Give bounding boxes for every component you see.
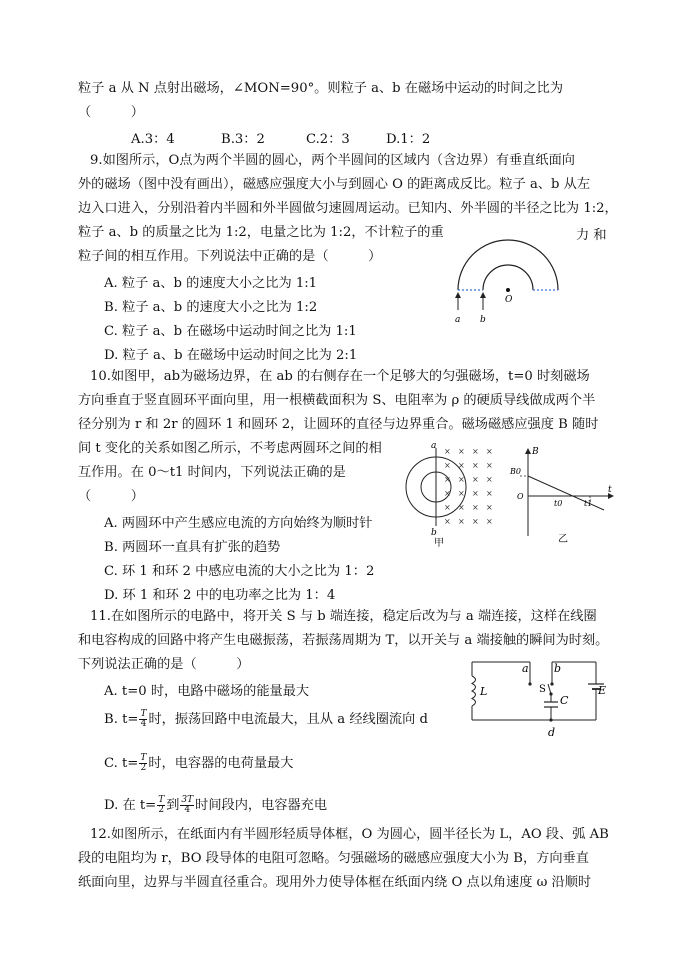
frac-num: T bbox=[158, 795, 165, 805]
label-L: L bbox=[480, 685, 488, 698]
q8-paren: （ ） bbox=[78, 105, 144, 120]
q12-line2: 段的电阻均为 r，BO 段导体的电阻可忽略。匀强磁场的磁感应强度大小为 B，方向垂直 bbox=[78, 851, 589, 866]
field-x-mark: × bbox=[444, 517, 451, 526]
fraction-3T-over-4 bbox=[180, 796, 194, 815]
field-x-mark: × bbox=[458, 447, 465, 456]
q10-line1: 10.如图甲，ab为磁场边界，在 ab 的右侧存在一个足够大的匀强磁场，t=0 时刻磁场 bbox=[90, 369, 590, 384]
fraction-T-over-2 bbox=[157, 796, 165, 815]
q9-line5: 粒子间的相互作用。下列说法中正确的是（ ） bbox=[78, 249, 382, 264]
q10-figure-yi bbox=[508, 444, 618, 548]
label-t0: t0 bbox=[554, 499, 563, 508]
label-a: a bbox=[431, 441, 437, 451]
q11-option-a: A. t=0 时，电路中磁场的能量最大 bbox=[104, 684, 310, 699]
arrow-a-head bbox=[455, 292, 461, 298]
field-x-mark: × bbox=[472, 503, 479, 512]
q11-option-c bbox=[104, 752, 293, 773]
q11-optC-post: 时，电容器的电荷量最大 bbox=[148, 756, 294, 771]
q9-line4b: 力 和 bbox=[576, 228, 607, 243]
field-x-mark: × bbox=[472, 447, 479, 456]
q8-line1: 粒子 a 从 N 点射出磁场，∠MON=90°。则粒子 a、b 在磁场中运动的时间之比为 bbox=[78, 81, 564, 96]
label-b: b bbox=[554, 662, 562, 675]
field-x-mark: × bbox=[472, 475, 479, 484]
field-x-mark: × bbox=[486, 503, 493, 512]
field-x-mark: × bbox=[458, 461, 465, 470]
field-x-mark: × bbox=[472, 461, 479, 470]
field-x-mark: × bbox=[458, 475, 465, 484]
q9-semicircle-figure bbox=[450, 238, 566, 326]
q11-optD-pre: D. 在 t= bbox=[104, 798, 157, 813]
label-d: d bbox=[548, 726, 556, 739]
label-S: S bbox=[539, 684, 546, 695]
frac-num: T bbox=[140, 709, 147, 719]
q10-paren: （ ） bbox=[78, 489, 144, 504]
q9-option-a: A. 粒子 a、b 的速度大小之比为 1:1 bbox=[104, 276, 318, 291]
label-B0: B0 bbox=[510, 467, 521, 476]
field-x-mark: × bbox=[486, 461, 493, 470]
label-a: a bbox=[522, 662, 529, 675]
q11-option-b bbox=[104, 708, 428, 729]
field-x-mark: × bbox=[472, 517, 479, 526]
field-x-mark: × bbox=[444, 503, 451, 512]
q11-line3: 下列说法正确的是（ ） bbox=[78, 657, 250, 672]
q10-option-c: C. 环 1 和环 2 中感应电流的大小之比为 1：2 bbox=[104, 564, 375, 579]
q11-optC-pre: C. t= bbox=[104, 756, 139, 771]
inner-semicircle bbox=[483, 265, 533, 290]
q10-line2: 方向垂直于竖直圆环平面向里，用一根横截面积为 S、电阻率为 ρ 的硬质导线做成两个半 bbox=[78, 393, 596, 408]
field-x-mark: × bbox=[444, 475, 451, 484]
label-a: a bbox=[455, 315, 461, 325]
center-point bbox=[506, 288, 510, 292]
field-x-mark: × bbox=[486, 475, 493, 484]
q10-line3: 径分别为 r 和 2r 的圆环 1 和圆环 2，让圆环的直径与边界重合。磁场磁感应强度 B 随时 bbox=[78, 417, 599, 432]
inductor-coil bbox=[472, 676, 476, 706]
frac-den: 4 bbox=[184, 805, 191, 815]
q9-line3: 边入口进入，分别沿着内半圆和外半圆做匀速圆周运动。已知内、外半圆的半径之比为 1:2， bbox=[78, 201, 618, 216]
q11-lc-circuit bbox=[460, 654, 610, 740]
b-t-line bbox=[528, 476, 604, 510]
field-x-mark: × bbox=[458, 503, 465, 512]
field-x-mark: × bbox=[444, 447, 451, 456]
label-b: b bbox=[431, 528, 437, 538]
label-jia: 甲 bbox=[434, 538, 444, 548]
label-E: E bbox=[598, 684, 607, 697]
q10-option-b: B. 两圆环一直具有扩张的趋势 bbox=[104, 540, 281, 555]
label-b: b bbox=[480, 315, 486, 325]
q11-line2: 和电容构成的回路中将产生电磁振荡，若振荡周期为 T，以开关与 a 端接触的瞬间为时刻。 bbox=[78, 633, 609, 648]
q12-line3: 纸面向里，边界与半圆直径重合。现用外力使导体框在纸面内绕 O 点以角速度 ω 沿顺时 bbox=[78, 875, 592, 890]
label-t1: t1 bbox=[584, 499, 593, 508]
frac-den: 2 bbox=[158, 805, 165, 815]
q11-option-d bbox=[104, 794, 327, 815]
q11-optB-post: 时，振荡回路中电流最大，且从 a 经线圈流向 d bbox=[148, 712, 428, 727]
q9-line2: 外的磁场（图中没有画出），磁感应强度大小与到圆心 O 的距离成反比。粒子 a、b 从左 bbox=[78, 177, 591, 192]
field-x-mark: × bbox=[472, 489, 479, 498]
field-x-mark: × bbox=[486, 447, 493, 456]
field-x-mark: × bbox=[458, 489, 465, 498]
q8-option-b: B.3：2 bbox=[221, 132, 265, 147]
label-t: t bbox=[608, 485, 612, 495]
q10-option-a: A. 两圆环中产生感应电流的方向始终为顺时针 bbox=[104, 516, 373, 531]
field-x-mark: × bbox=[444, 489, 451, 498]
q9-option-d: D. 粒子 a、b 在磁场中运动时间之比为 2:1 bbox=[104, 348, 358, 363]
q11-optD-post: 时间段内，电容器充电 bbox=[195, 798, 328, 813]
label-O: O bbox=[517, 492, 524, 501]
q9-option-c: C. 粒子 a、b 在磁场中运动时间之比为 1:1 bbox=[104, 324, 357, 339]
frac-num: 3T bbox=[181, 795, 194, 805]
q8-option-a: A.3：4 bbox=[131, 132, 175, 147]
field-x-mark: × bbox=[444, 461, 451, 470]
frac-den: 2 bbox=[140, 763, 147, 773]
q9-line1: 9.如图所示，O点为两个半圆的圆心，两个半圆间的区域内（含边界）有垂直纸面向 bbox=[90, 153, 575, 168]
fraction-T-over-4 bbox=[139, 710, 147, 729]
q10-option-d: D. 环 1 和环 2 中的电功率之比为 1：4 bbox=[104, 588, 336, 603]
q12-line1: 12.如图所示，在纸面内有半圆形轻质导体框，O 为圆心，圆半径长为 L，AO 段、弧 AB bbox=[90, 827, 609, 842]
label-o: O bbox=[505, 295, 513, 305]
field-x-mark: × bbox=[486, 489, 493, 498]
q9-line4a: 粒子 a、b 的质量之比为 1:2，电量之比为 1:2，不计粒子的重 bbox=[78, 225, 444, 240]
q8-option-c: C.2：3 bbox=[306, 132, 350, 147]
label-B: B bbox=[532, 447, 539, 457]
q8-option-d: D.1：2 bbox=[386, 132, 431, 147]
q11-optB-pre: B. t= bbox=[104, 712, 139, 727]
frac-num: T bbox=[140, 753, 147, 763]
label-C: C bbox=[560, 694, 569, 707]
q11-line1: 11.在如图所示的电路中，将开关 S 与 b 端连接，稳定后改为与 a 端连接，这样在线圈 bbox=[90, 609, 597, 624]
field-x-mark: × bbox=[486, 517, 493, 526]
frac-den: 4 bbox=[140, 719, 147, 729]
q10-figure-jia bbox=[400, 440, 500, 548]
q11-optD-mid: 到 bbox=[166, 798, 180, 813]
q10-line5: 互作用。在 0～t1 时间内，下列说法正确的是 bbox=[78, 465, 346, 480]
arrow-b-head bbox=[480, 292, 486, 298]
q9-option-b: B. 粒子 a、b 的速度大小之比为 1:2 bbox=[104, 300, 318, 315]
q10-line4: 间 t 变化的关系如图乙所示，不考虑两圆环之间的相 bbox=[78, 441, 382, 456]
label-yi: 乙 bbox=[558, 534, 568, 545]
field-x-mark: × bbox=[458, 517, 465, 526]
fraction-T-over-2 bbox=[139, 754, 147, 773]
